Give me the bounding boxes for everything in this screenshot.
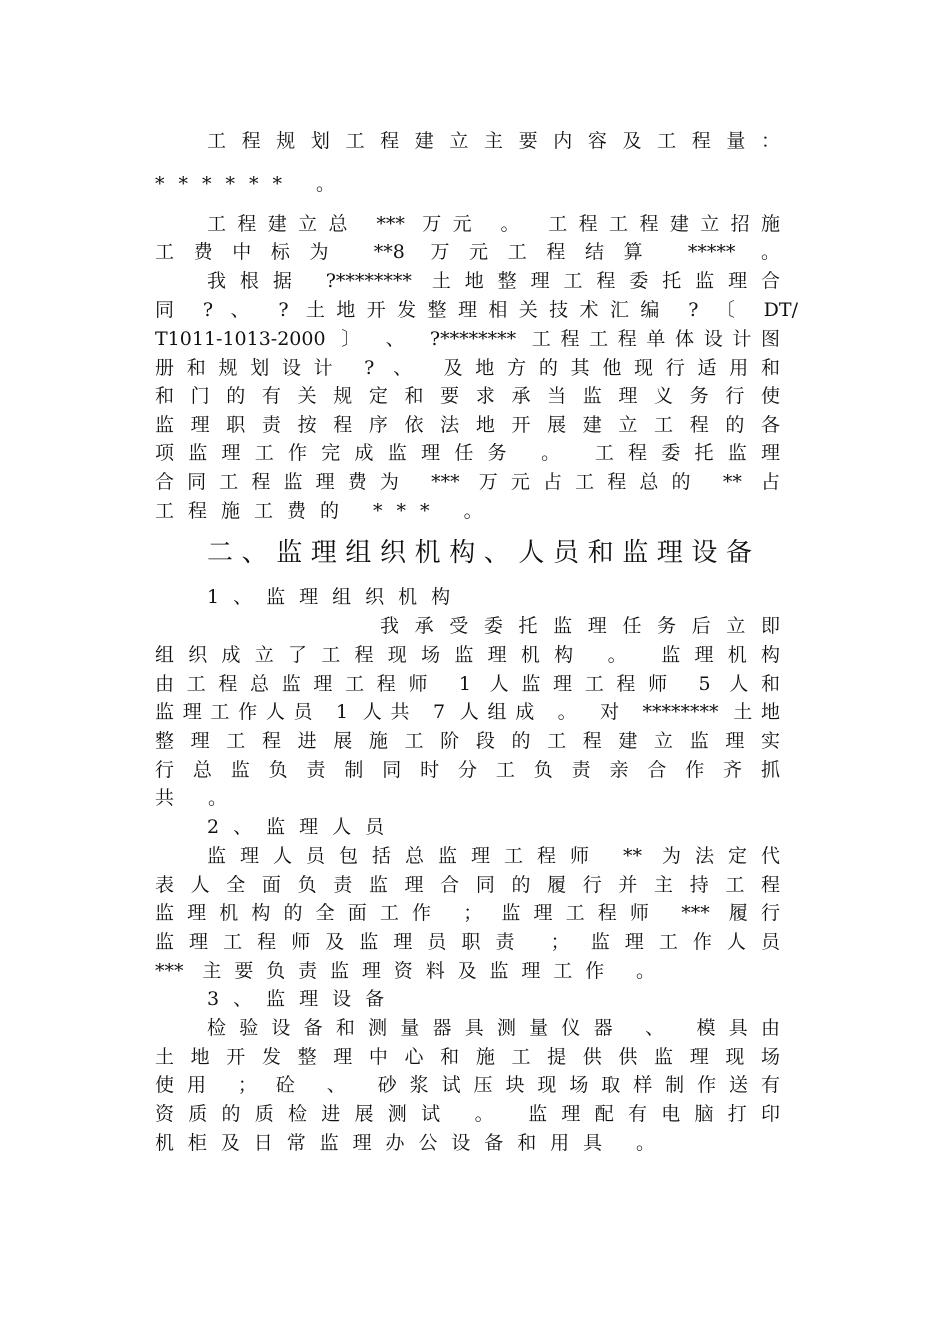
intro-line-2: ****** 。 <box>155 173 350 195</box>
s3-line-4: 资质的质检进展测试 。 监理配有电脑打印 <box>155 1103 780 1125</box>
s1-line-7: 共 。 <box>155 787 242 809</box>
subsection-heading-3: 3、监理设备 <box>207 988 399 1010</box>
subsection-heading-1: 1、监理组织机构 <box>207 586 465 608</box>
intro-line-3: 工程建立总 *** 万元 。 工程工程建立招施 <box>207 213 780 235</box>
intro-line-11: 项监理工作完成监理任务 。 工程委托监理 <box>155 442 780 464</box>
intro-line-1: 工程规划工程建立主要内容及工程量： <box>207 130 780 152</box>
subsection-heading-2: 2、监理人员 <box>207 816 399 838</box>
s3-line-1: 检验设备和测量器具测量仪器 、 模具由 <box>207 1017 780 1039</box>
s1-line-2: 组织成立了工程现场监理机构 。 监理机构 <box>155 644 780 666</box>
s2-line-1: 监理人员包括总监理工程师 ** 为法定代 <box>207 845 780 867</box>
s1-line-5: 整理工程进展施工阶段的工程建立监理实 <box>155 730 780 752</box>
intro-line-9: 和门的有关规定和要求承当监理义务行使 <box>155 385 780 407</box>
s3-line-3: 使用 ； 砼 、 砂浆试压块现场取样制作送有 <box>155 1074 780 1096</box>
s2-line-5: *** 主要负责监理资料及监理工作 。 <box>155 960 655 982</box>
intro-line-6: 同 ? 、 ? 土地开发整理相关技术汇编 ? 〔 DT/ <box>155 299 798 321</box>
s3-line-2: 土地开发整理中心和施工提供供监理现场 <box>155 1046 780 1068</box>
s2-line-3: 监理机构的全面工作 ； 监理工程师 *** 履行 <box>155 902 780 924</box>
s1-line-1: 我承受委托监理任务后立即 <box>380 615 780 637</box>
section-title: 二、监理组织机构、人员和监理设备 <box>207 538 752 568</box>
s1-line-3: 由工程总监理工程师 1 人监理工程师 5 人和 <box>155 673 780 695</box>
s2-line-2: 表人全面负责监理合同的履行并主持工程 <box>155 874 780 896</box>
s3-line-5: 机柜及日常监理办公设备和用具 。 <box>155 1132 655 1154</box>
intro-line-5: 我根据 ?******** 土地整理工程委托监理合 <box>207 270 780 292</box>
s2-line-4: 监理工程师及监理员职责 ； 监理工作人员 <box>155 931 780 953</box>
intro-line-8: 册和规划设计 ? 、 及地方的其他现行适用和 <box>155 357 780 379</box>
intro-line-7: T1011-1013-2000 〕 、 ?******** 工程工程单体设计图 <box>155 328 780 350</box>
intro-line-10: 监理职责按程序依法地开展建立工程的各 <box>155 414 780 436</box>
s1-line-4: 监理工作人员 1 人共 7 人组成 。 对 ******** 土地 <box>155 701 780 723</box>
intro-line-13: 工程施工费的 *** 。 <box>155 500 497 522</box>
s1-line-6: 行总监负责制同时分工负责亲合作齐抓 <box>155 759 780 781</box>
intro-line-4: 工费中标为 **8 万元工程结算 ***** 。 <box>155 241 780 263</box>
intro-line-12: 合同工程监理费为 *** 万元占工程总的 ** 占 <box>155 471 780 493</box>
